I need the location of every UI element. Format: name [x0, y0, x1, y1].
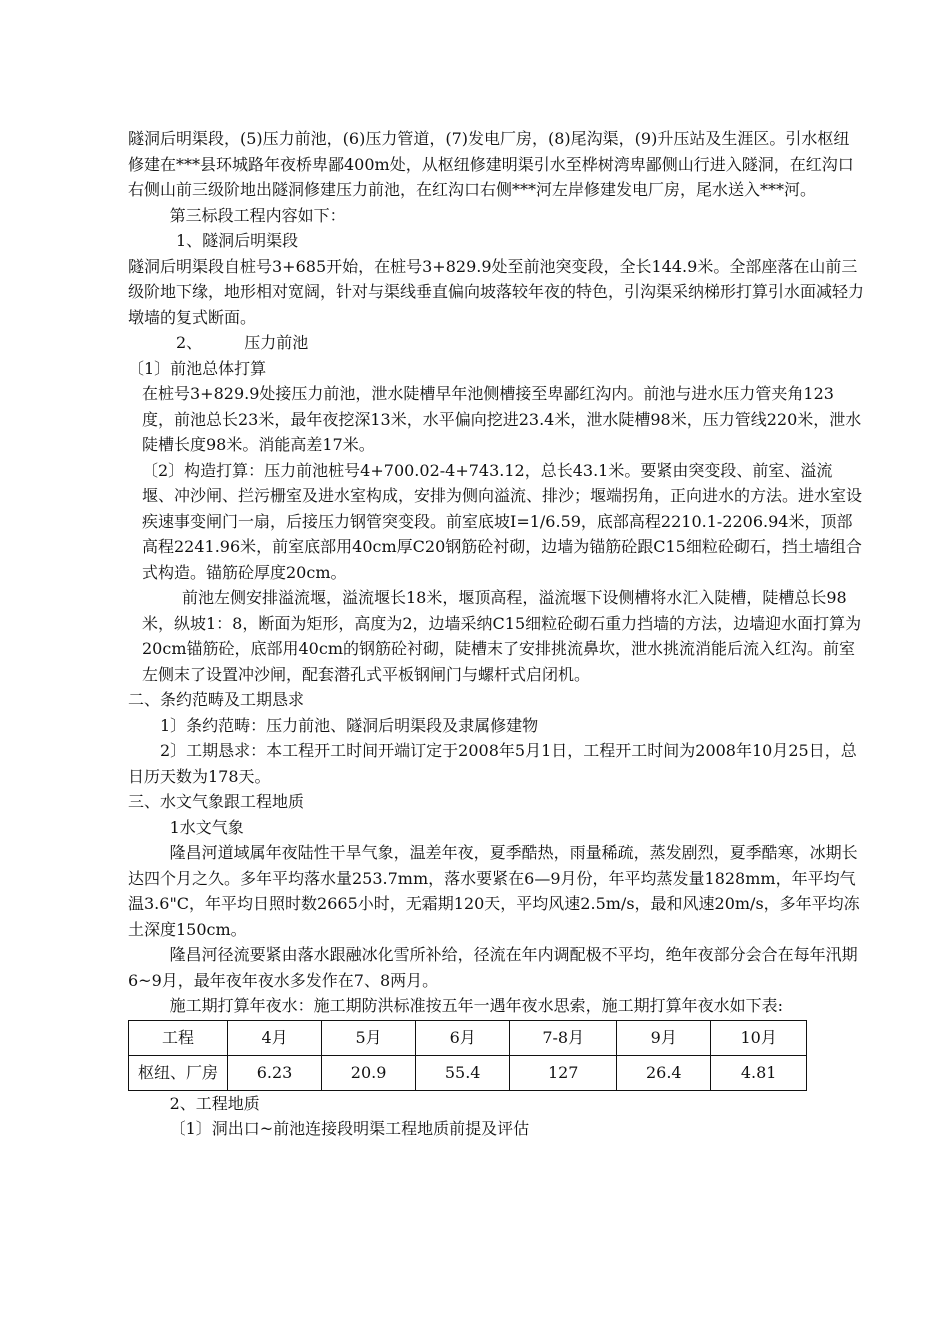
table-row: [129, 1055, 807, 1090]
paragraph-project-overview: 隧洞后明渠段，(5)压力前池，(6)压力管道，(7)发电厂房，(8)尾沟渠，(9)升压站及生涯区。引水枢纽修建在***县环城路年夜桥卑鄙400m处，从枢纽修建明渠引水至桦树湾卑鄙侧山行进入隧洞，在红沟口右侧山前三级阶地出隧洞修建压力前池，在红沟口右侧***河左岸修建发电厂房，尾水送入***河。: [128, 129, 854, 199]
paragraph-forebay-layout: 在桩号3+829.9处接压力前池，泄水陡槽早年池侧槽接至卑鄙红沟内。前池与进水压力管夹角123度，前池总长23米，最年夜挖深13米，水平偏向挖进23.4米，泄水陡槽98米，压力管线220米，泄水陡槽长度98米。消能高差17米。: [142, 384, 862, 454]
table-cell: 6.23: [228, 1055, 322, 1090]
table-cell: 127: [510, 1055, 617, 1090]
paragraph-overflow-weir: 前池左侧安排溢流堰，溢流堰长18米，堰顶高程，溢流堰下设侧槽将水汇入陡槽，陡槽总长98米，纵坡1：8，断面为矩形，高度为2，边墙采纳C15细粒砼砌石重力挡墙的方法，边墙迎水面打算为20cm锚筋砼，底部用40cm的钢筋砼衬砌，陡槽末了安排挑流鼻坎，泄水挑流消能后流入红沟。前室左侧末了设置冲沙闸，配套潜孔式平板钢闸门与螺杆式启闭机。: [142, 588, 862, 684]
table-header-cell: 9月: [617, 1020, 711, 1055]
paragraph-design-flood: 施工期打算年夜水：施工期防洪标准按五年一遇年夜水思索，施工期打算年夜水如下表:: [169, 996, 783, 1015]
heading-tunnel-channel: 1、隧洞后明渠段: [176, 231, 299, 250]
table-cell: 26.4: [617, 1055, 711, 1090]
heading-forebay-text: 压力前池: [244, 333, 309, 352]
paragraph-contract-scope: 1〕条约范畴：压力前池、隧洞后明渠段及隶属修建物: [160, 715, 539, 735]
table-header-cell: 5月: [322, 1020, 416, 1055]
table-cell: 20.9: [322, 1055, 416, 1090]
table-cell: 4.81: [711, 1055, 807, 1090]
heading-forebay: [128, 330, 864, 356]
table-cell: 55.4: [416, 1055, 510, 1090]
paragraph-schedule: 2〕工期恳求：本工程开工时间开端订定于2008年5月1日，工程开工时间为2008年10月25日，总日历天数为178天。: [128, 741, 857, 786]
heading-hydrology-geology: 三、水文气象跟工程地质: [128, 792, 305, 811]
table-header-cell: 4月: [228, 1020, 322, 1055]
heading-geology: 2、工程地质: [169, 1093, 260, 1113]
table-header-row: [129, 1020, 807, 1055]
heading-forebay-layout: 〔1〕前池总体打算: [128, 358, 267, 378]
paragraph-geology-section: 〔1〕洞出口~前池连接段明渠工程地质前提及评估: [169, 1119, 530, 1138]
paragraph-tunnel-channel: 隧洞后明渠段自桩号3+685开始，在桩号3+829.9处至前池突变段，全长144.9米。全部座落在山前三级阶地下缘，地形相对宽阔，针对与渠线垂直偏向坡落较年夜的特色，引沟渠采纳梯形打算引水面减轻力墩墙的复式断面。: [128, 256, 865, 327]
table-cell: 枢纽、厂房: [129, 1055, 228, 1090]
document-body: [128, 126, 864, 1142]
heading-forebay-number: 2、: [176, 333, 203, 352]
flood-table: [128, 1020, 807, 1091]
paragraph-section3-intro: 第三标段工程内容如下：: [169, 205, 346, 225]
table-header-cell: 工程: [129, 1020, 228, 1055]
table-header-cell: 7-8月: [510, 1020, 617, 1055]
table-header-cell: 10月: [711, 1020, 807, 1055]
paragraph-structure-design: 〔2〕构造打算：压力前池桩号4+700.02-4+743.12，总长43.1米。要紧由突变段、前室、溢流堰、冲沙闸、拦污栅室及进水室构成，安排为侧向溢流、排沙；堰端拐角，正向进水的方法。进水室设疾速事变闸门一扇，后接压力钢管突变段。前室底坡I=1/6.59，底部高程2210.1-2206.94米，顶部高程2241.96米，前室底部用40cm厚C20钢筋砼衬砌，边墙为锚筋砼跟C15细粒砼砌石，挡土墙组合式构造。锚筋砼厚度20cm。: [142, 460, 863, 582]
table-header-cell: 6月: [416, 1020, 510, 1055]
paragraph-runoff: 隆昌河径流要紧由落水跟融冰化雪所补给，径流在年内调配极不平均，绝年夜部分会合在每年汛期6~9月，最年夜年夜水多发作在7、8两月。: [128, 945, 858, 990]
paragraph-climate: 隆昌河道域属年夜陆性干旱气象，温差年夜，夏季酷热，雨量稀疏，蒸发剧烈，夏季酷寒，冰期长达四个月之久。多年平均落水量253.7mm，落水要紧在6—9月份，年平均蒸发量1828mm，年平均气温3.6"C，年平均日照时数2665小时，无霜期120天，平均风速2.5m/s，最和风速20m/s，多年平均冻土深度150cm。: [128, 843, 860, 939]
heading-contract-scope: 二、条约范畴及工期恳求: [128, 690, 305, 709]
heading-hydrology: 1水文气象: [169, 817, 244, 837]
